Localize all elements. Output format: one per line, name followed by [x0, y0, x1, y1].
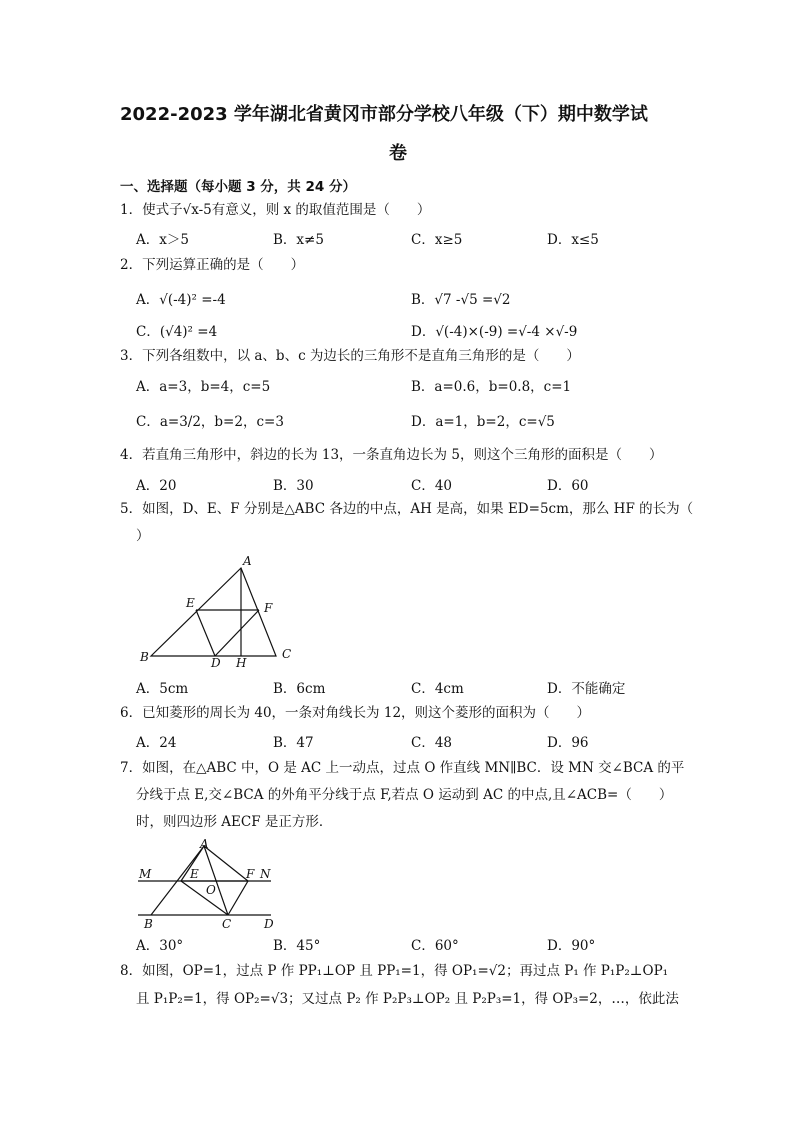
question-6-option-b: B．47 — [273, 735, 314, 751]
fig5-label-d: D — [211, 656, 221, 670]
question-3-option-b: B．a=0.6，b=0.8，c=1 — [411, 379, 572, 395]
question-7-stem-line1: 7．如图，在△ABC 中，O 是 AC 上一动点，过点 O 作直线 MN∥BC．设 MN 交∠BCA 的平 — [120, 760, 685, 776]
fig7-label-m: M — [139, 867, 152, 881]
page-title-line1: 2022-2023 学年湖北省黄冈市部分学校八年级（下）期中数学试 — [120, 104, 648, 125]
question-7-option-b: B．45° — [273, 938, 321, 954]
question-4-option-b: B．30 — [273, 478, 314, 494]
question-2-stem: 2．下列运算正确的是（ ） — [120, 257, 305, 273]
fig5-label-f: F — [264, 601, 273, 615]
question-4-option-c: C．40 — [411, 478, 453, 494]
fig7-label-e: E — [190, 867, 199, 881]
question-3-option-a: A．a=3，b=4，c=5 — [136, 379, 271, 395]
question-7-option-a: A．30° — [136, 938, 184, 954]
question-6-option-a: A．24 — [136, 735, 177, 751]
question-5-stem-line2: ） — [136, 528, 150, 544]
question-7-figure — [136, 838, 286, 933]
question-2-option-b: B．√7 -√5 =√2 — [411, 292, 511, 308]
question-1-option-c: C．x≥5 — [411, 232, 463, 248]
fig5-label-c: C — [282, 647, 292, 661]
question-1-option-b: B．x≠5 — [273, 232, 324, 248]
question-2-option-c: C．(√4)² =4 — [136, 324, 218, 340]
section-heading: 一、选择题（每小题 3 分，共 24 分） — [120, 179, 356, 195]
page-title-line2: 卷 — [389, 143, 407, 164]
question-8-stem-line2: 且 P₁P₂=1，得 OP₂=√3；又过点 P₂ 作 P₂P₃⊥OP₂ 且 P₂P₃=1，得 OP₃=2，…，依此法 — [136, 991, 679, 1007]
question-7-option-c: C．60° — [411, 938, 459, 954]
fig7-label-o: O — [206, 883, 216, 897]
fig7-label-b: B — [144, 917, 153, 931]
question-6-option-d: D．96 — [547, 735, 589, 751]
fig7-label-f: F — [246, 867, 255, 881]
question-5-figure — [136, 553, 306, 673]
question-1-option-a: A．x＞5 — [136, 232, 189, 248]
fig5-label-a: A — [243, 554, 252, 568]
question-3-option-c: C．a=3/2，b=2，c=3 — [136, 414, 284, 430]
question-1-option-d: D．x≤5 — [547, 232, 599, 248]
question-5-option-b: B．6cm — [273, 681, 326, 697]
question-4-option-a: A．20 — [136, 478, 177, 494]
question-4-stem: 4．若直角三角形中，斜边的长为 13，一条直角边长为 5，则这个三角形的面积是（ ） — [120, 447, 663, 463]
fig5-label-h: H — [236, 656, 247, 670]
fig7-label-n: N — [260, 867, 271, 881]
question-6-stem: 6．已知菱形的周长为 40，一条对角线长为 12，则这个菱形的面积为（ ） — [120, 705, 591, 721]
question-7-option-d: D．90° — [547, 938, 596, 954]
question-4-option-d: D．60 — [547, 478, 589, 494]
fig7-label-a: A — [200, 838, 209, 851]
question-2-option-a: A．√(-4)² =-4 — [136, 292, 226, 308]
question-5-option-d: D．不能确定 — [547, 681, 626, 697]
question-7-stem-line2: 分线于点 E,交∠BCA 的外角平分线于点 F,若点 O 运动到 AC 的中点,且∠ACB=（ ） — [136, 787, 673, 803]
fig7-label-d: D — [264, 917, 274, 931]
question-5-option-c: C．4cm — [411, 681, 464, 697]
question-8-stem-line1: 8．如图，OP=1，过点 P 作 PP₁⊥OP 且 PP₁=1，得 OP₁=√2；再过点 P₁ 作 P₁P₂⊥OP₁ — [120, 963, 669, 979]
question-3-stem: 3．下列各组数中，以 a、b、c 为边长的三角形不是直角三角形的是（ ） — [120, 348, 580, 364]
question-5-stem-line1: 5．如图，D、E、F 分别是△ABC 各边的中点，AH 是高，如果 ED=5cm，那么 HF 的长为（ — [120, 501, 694, 517]
question-6-option-c: C．48 — [411, 735, 453, 751]
question-3-option-d: D．a=1，b=2，c=√5 — [411, 414, 555, 430]
question-2-option-d: D．√(-4)×(-9) =√-4 ×√-9 — [411, 324, 578, 340]
question-7-stem-line3: 时，则四边形 AECF 是正方形． — [136, 814, 333, 830]
fig5-label-e: E — [186, 596, 195, 610]
fig5-label-b: B — [140, 650, 149, 664]
fig7-label-c: C — [222, 917, 232, 931]
question-5-option-a: A．5cm — [136, 681, 189, 697]
question-1-stem: 1．使式子√x-5有意义，则 x 的取值范围是（ ） — [120, 202, 431, 218]
